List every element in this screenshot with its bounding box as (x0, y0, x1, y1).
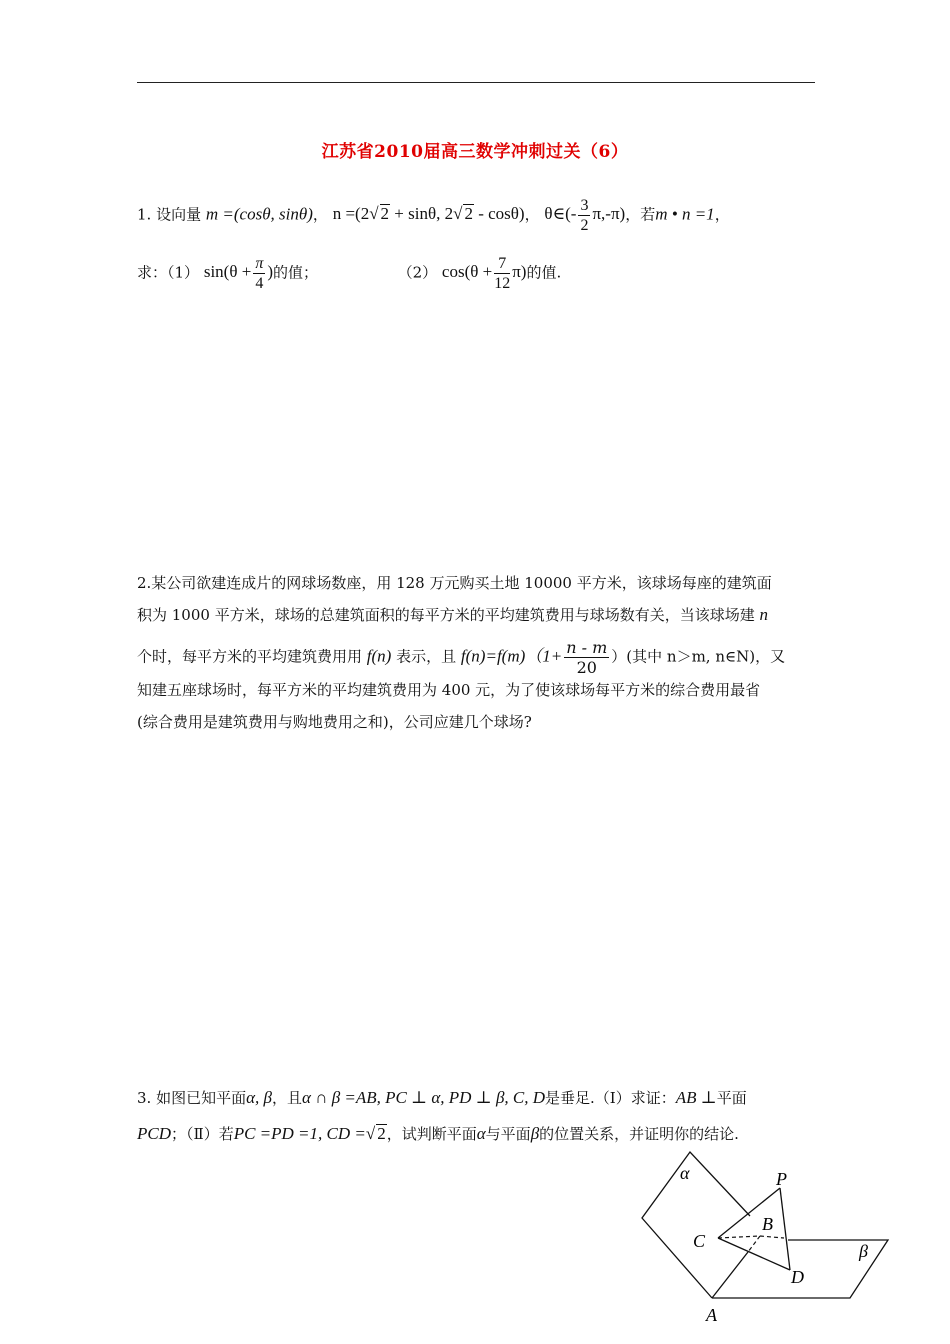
sqrt-a: 2 (380, 204, 390, 224)
problem2-line1: 2.某公司欲建连成片的网球场数座，用 128 万元购买土地 10000 平方米，该球场每座的建筑面 (137, 574, 772, 592)
p3-ab-perp: AB ⊥ (675, 1088, 717, 1107)
fraction-n-m-20 (564, 638, 609, 677)
if-text: ，若 (625, 205, 656, 224)
dashed-cb (718, 1236, 760, 1238)
frac-den: 20 (576, 658, 597, 677)
question1-expr (203, 255, 273, 292)
n-def-c: - cosθ) (473, 204, 525, 224)
segment-pd (780, 1188, 790, 1270)
p3-beta: β (530, 1124, 540, 1143)
label-alpha: α (680, 1163, 690, 1183)
n-def-a: n =(2 (332, 204, 370, 224)
page-title: 江苏省2010届高三数学冲刺过关（6） (321, 142, 629, 162)
frac-den: 2 (580, 217, 589, 234)
p2-line3-a: 个时，每平方米的平均建筑费用用 (137, 647, 363, 666)
segment-cd (718, 1238, 790, 1270)
problem1-line2 (137, 254, 561, 293)
p3-line1-e: 平面 (716, 1089, 747, 1107)
p2-line3-c: ）(其中 n＞m, n∈N)，又 (611, 647, 786, 666)
p3-alpha: α (476, 1124, 486, 1143)
problem1-line1 (137, 196, 730, 235)
sqrt-2: 2 (377, 1124, 386, 1143)
frac-num: 3 (580, 197, 589, 214)
vector-m-def: m =(cosθ, sinθ) (205, 204, 313, 224)
problem2-line2 (137, 605, 768, 625)
fraction-3-2 (578, 196, 590, 235)
p2-line2-text: 积为 1000 平方米，球场的总建筑面积的每平方米的平均建筑费用与球场数有关，当该球场建 (137, 606, 755, 624)
q2-tail: 的值. (526, 263, 562, 282)
problem2-line3 (137, 638, 785, 677)
p3-line1-b: ，且 (271, 1089, 302, 1107)
label-b: B (762, 1214, 773, 1234)
frac-num: π (255, 255, 264, 272)
label-c: C (693, 1231, 706, 1251)
q2-a: cos(θ + (441, 262, 493, 282)
p3-condition: α ∩ β =AB, PC ⊥ α, PD ⊥ β, C, D (302, 1088, 546, 1107)
problem2-line5: (综合费用是建筑费用与购地费用之和)，公司应建几个球场? (137, 713, 532, 731)
label-d: D (791, 1267, 804, 1287)
header-rule (137, 82, 815, 83)
dot-product-condition: m • n =1 (655, 204, 715, 224)
theta-in: θ∈(- (544, 204, 577, 224)
p2-fn: f(n) (366, 646, 392, 666)
question2-expr (441, 255, 527, 292)
dashed-ab (748, 1236, 760, 1252)
label-a: A (706, 1305, 717, 1325)
problem3-line1 (137, 1088, 747, 1108)
vector-n-def: n =(2√ 2 + sinθ, 2√ 2 - cosθ) (332, 204, 525, 224)
problem2-line4: 知建五座球场时，每平方米的平均建筑费用为 400 元，为了使该球场每平方米的综合费用最省 (137, 681, 761, 699)
p3-lengths: PC =PD =1, CD = (233, 1124, 366, 1143)
fraction-7-12 (494, 254, 510, 293)
q1-tail: 的值； (273, 263, 319, 282)
p2-line3-b: 表示，且 (396, 647, 457, 666)
frac-num: 7 (494, 254, 510, 274)
line-ab (712, 1252, 748, 1298)
frac-den: 4 (255, 275, 264, 292)
q1-b: ) (267, 262, 273, 282)
p3-line2-c: ，试判断平面 (386, 1125, 477, 1143)
p3-planes: α, β (246, 1088, 272, 1107)
n-def-b: + sinθ, 2 (390, 204, 454, 224)
p3-line1-c: 是垂足.（Ⅰ）求证： (545, 1089, 676, 1107)
theta-tail: π,-π) (592, 204, 626, 224)
label-beta: β (859, 1241, 868, 1261)
frac-num: n - m (566, 638, 608, 657)
theta-range (544, 197, 626, 234)
q2-b: π) (512, 262, 527, 282)
fraction-pi-4 (253, 254, 265, 293)
p2-var-n: n (759, 605, 768, 624)
sep: ， (714, 205, 730, 224)
q2-label: （2） (397, 263, 438, 282)
q1-a: sin(θ + (203, 262, 252, 282)
geometry-figure (630, 1148, 900, 1338)
sep: ， (524, 205, 540, 224)
frac-den: 12 (494, 275, 511, 292)
p3-line1-a: 3. 如图已知平面 (137, 1089, 247, 1107)
p3-line2-b: ；（Ⅱ）若 (171, 1125, 234, 1143)
p3-line2-d: 与平面 (485, 1125, 531, 1143)
sep: ， (312, 205, 328, 224)
ask-label: 求：（1） (137, 263, 200, 282)
label-p: P (776, 1169, 787, 1189)
problem1-intro: 1. 设向量 (137, 205, 202, 224)
p3-line2-e: 的位置关系，并证明你的结论. (539, 1125, 739, 1143)
problem3-line2: PCD；（Ⅱ）若PC =PD =1, CD =√ 2，试判断平面α与平面β的位置关系，并证明你的结论. (137, 1124, 739, 1143)
sqrt-b: 2 (464, 204, 473, 224)
dashed-bd (760, 1236, 784, 1238)
p3-pcd: PCD (137, 1124, 171, 1143)
p2-eq: f(n)=f(m)（1+ (460, 646, 563, 666)
